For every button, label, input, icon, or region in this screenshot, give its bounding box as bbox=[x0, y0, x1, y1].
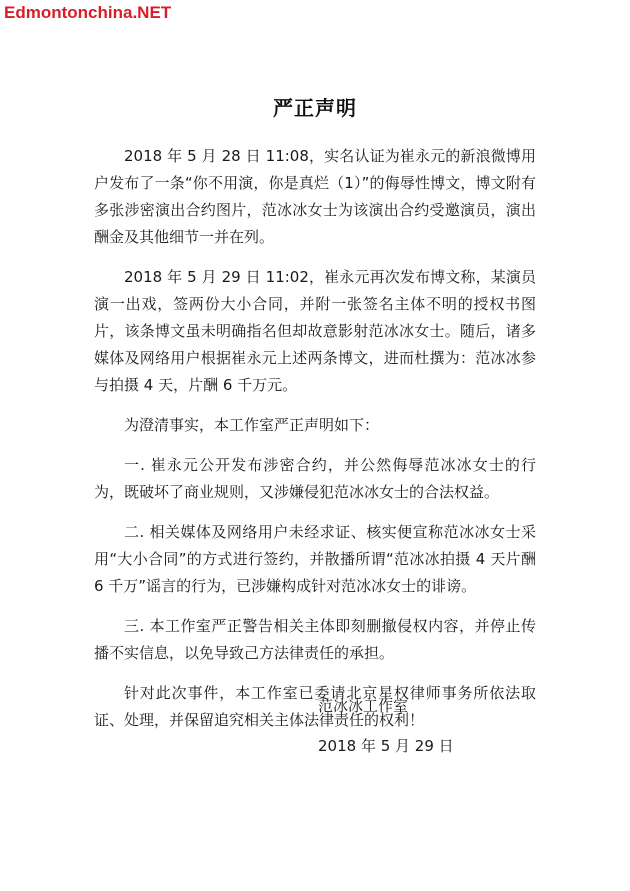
paragraph-4: 一. 崔永元公开发布涉密合约，并公然侮辱范冰冰女士的行为，既破坏了商业规则，又涉嫌侵犯范冰冰女士的合法权益。 bbox=[94, 456, 536, 501]
paragraph-6: 三. 本工作室严正警告相关主体即刻删撤侵权内容，并停止传播不实信息，以免导致己方法律责任的承担。 bbox=[94, 617, 536, 662]
paragraph-2: 2018 年 5 月 29 日 11:02，崔永元再次发布博文称，某演员演一出戏，签两份大小合同，并附一张签名主体不明的授权书图片，该条博文虽未明确指名但却故意影射范冰冰女士。随后，诸多媒体及网络用户根据崔永元上述两条博文，进而杜撰为：范冰冰参与拍摄 4 天，片酬 6 千万元。 bbox=[94, 268, 536, 394]
signature-name: 范冰冰工作室 bbox=[318, 697, 409, 715]
paragraph-5: 二. 相关媒体及网络用户未经求证、核实便宣称范冰冰女士采用“大小合同”的方式进行签约，并散播所谓“范冰冰拍摄 4 天片酬 6 千万”谣言的行为，已涉嫌构成针对范冰冰女士的诽谤。 bbox=[94, 523, 536, 595]
paragraph-7: 针对此次事件，本工作室已委请北京星权律师事务所依法取证、处理，并保留追究相关主体法律责任的权利！ bbox=[94, 684, 536, 729]
statement-document bbox=[94, 92, 536, 747]
paragraph-3: 为澄清事实，本工作室严正声明如下： bbox=[124, 416, 380, 434]
paragraph-1: 2018 年 5 月 28 日 11:08，实名认证为崔永元的新浪微博用户发布了一条“你不用演，你是真烂（1）”的侮辱性博文，博文附有多张涉密演出合约图片，范冰冰女士为该演出合约受邀演员，演出酬金及其他细节一并在列。 bbox=[94, 147, 536, 246]
site-watermark: Edmontonchina.NET bbox=[4, 3, 172, 22]
document-title: 严正声明 bbox=[273, 96, 357, 120]
signature-date: 2018 年 5 月 29 日 bbox=[318, 737, 454, 755]
